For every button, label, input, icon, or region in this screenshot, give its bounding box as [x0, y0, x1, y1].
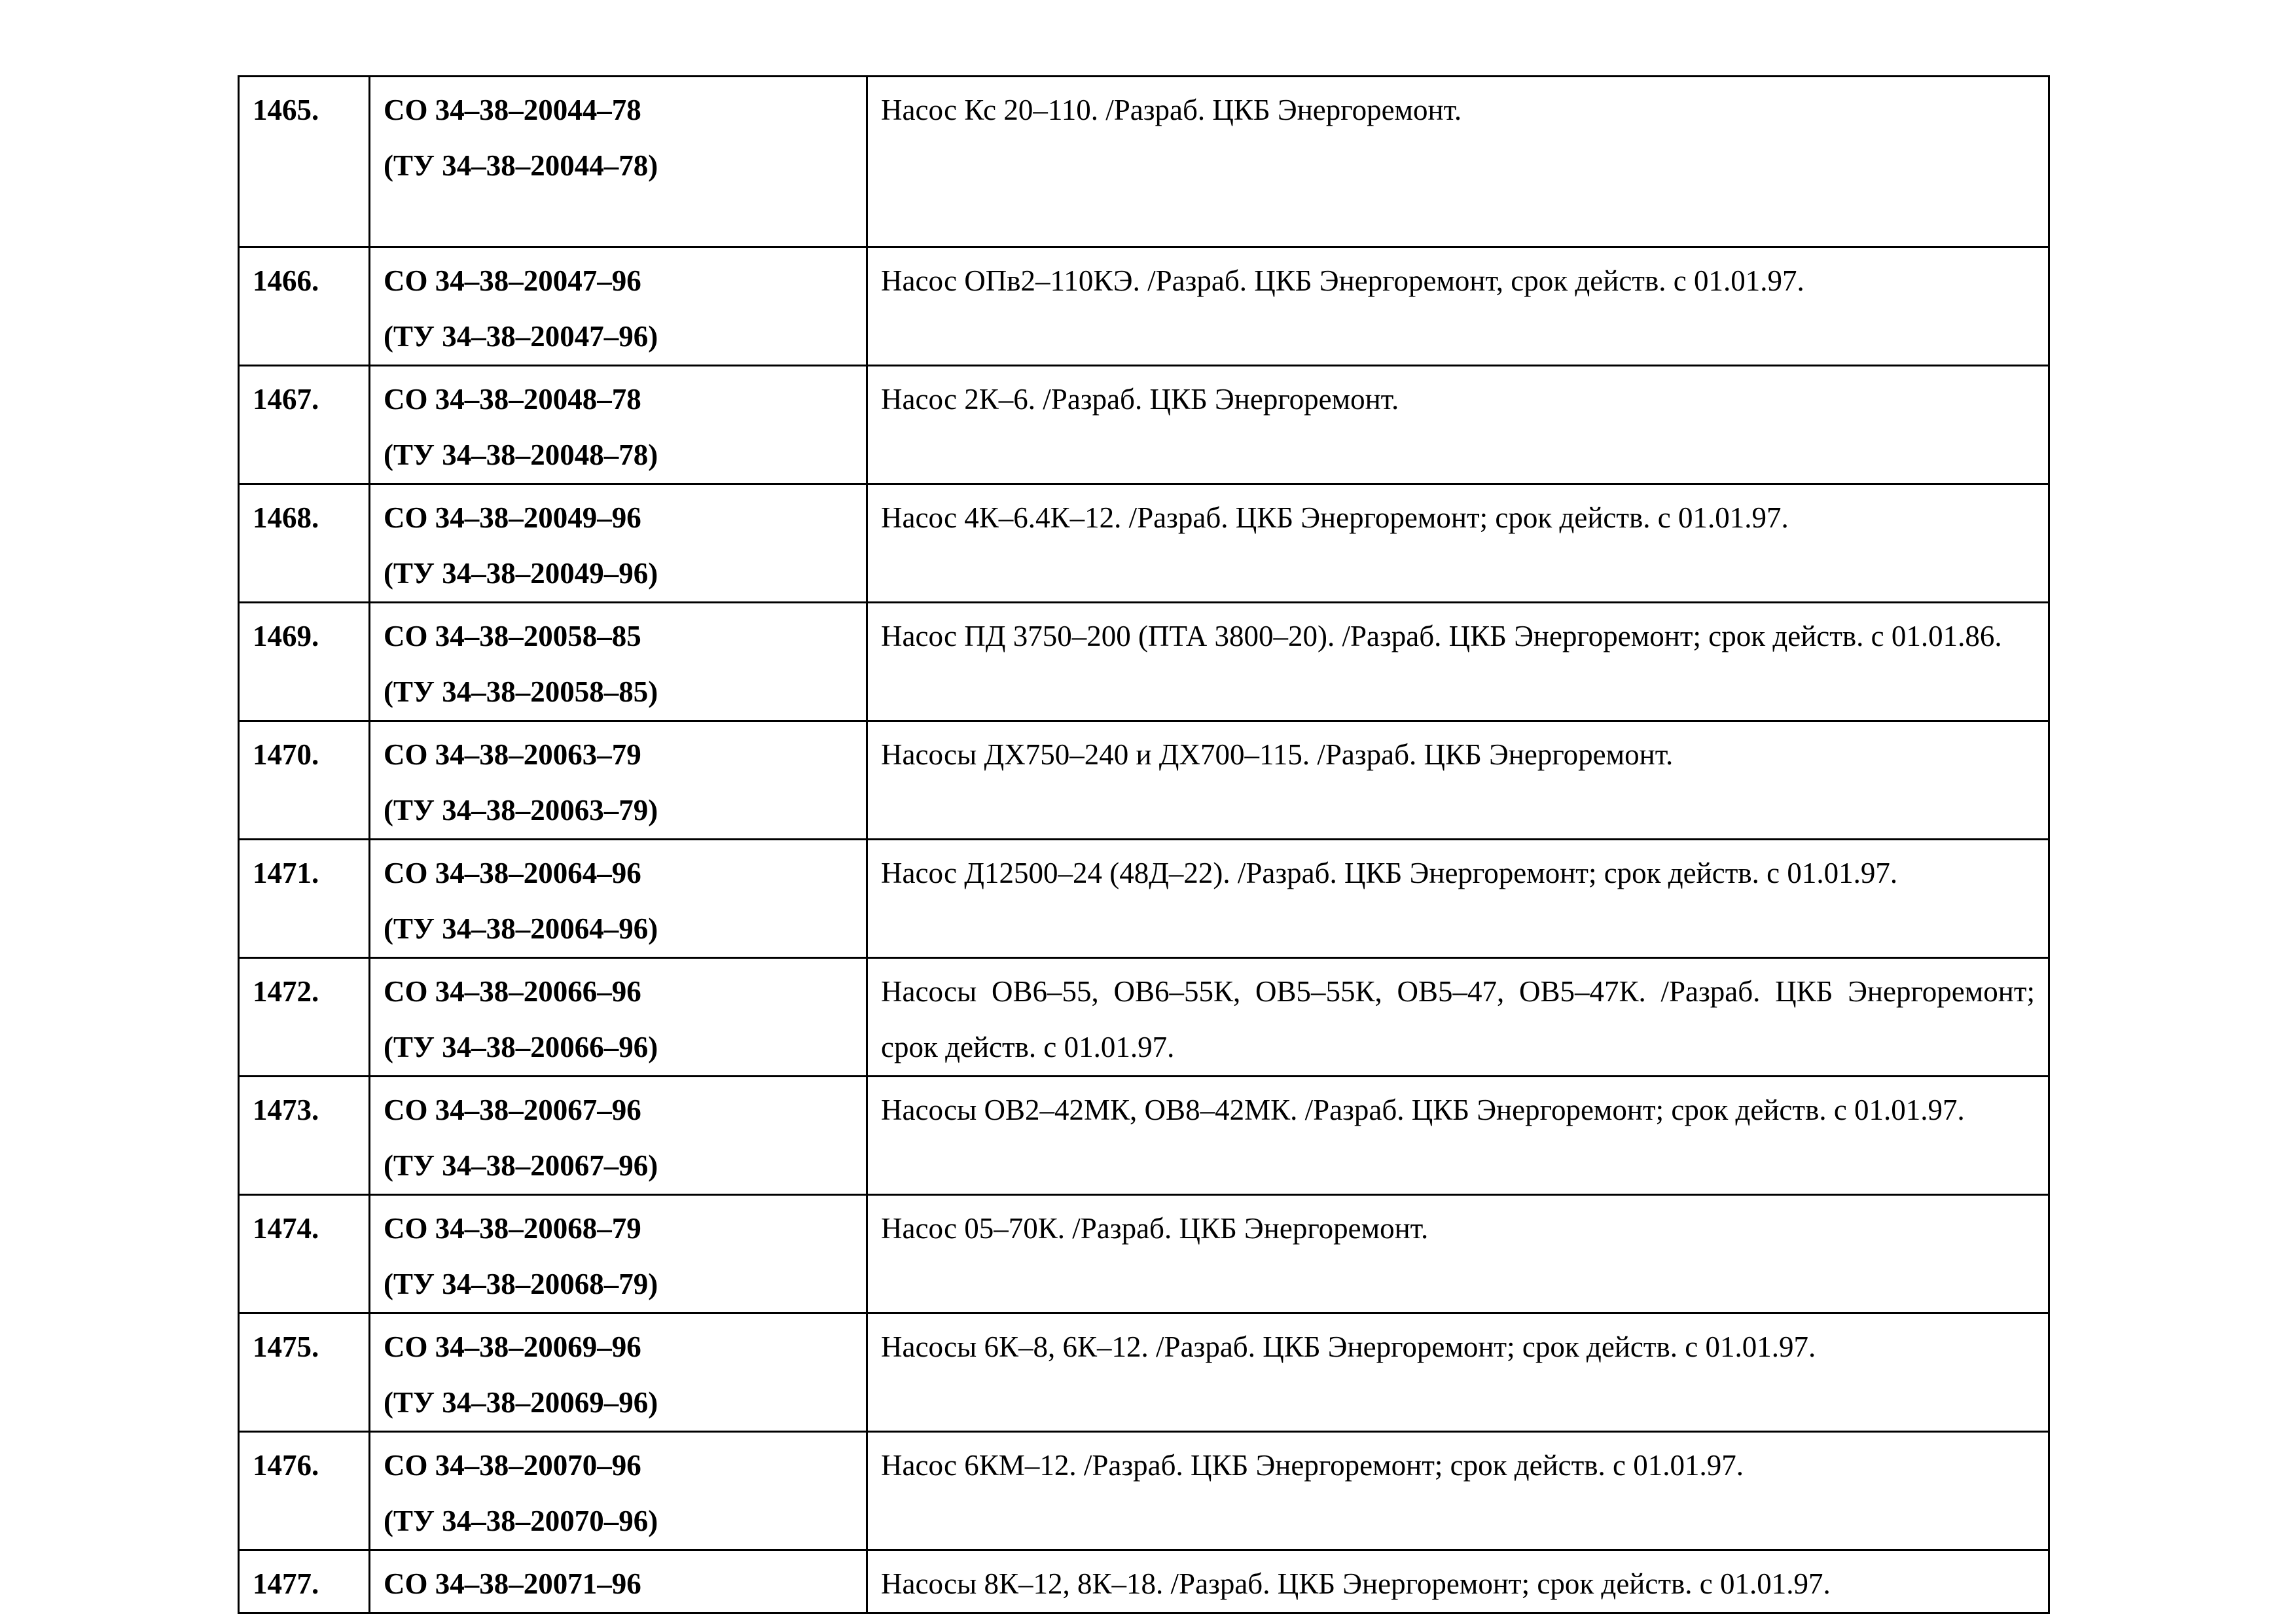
standard-code-cell	[370, 1195, 867, 1313]
tu-code: (ТУ 34–38–20067–96)	[384, 1149, 658, 1182]
standard-code: СО 34–38–20048–78	[384, 383, 641, 416]
standard-code: СО 34–38–20066–96	[384, 975, 641, 1008]
standard-code-cell	[370, 366, 867, 484]
standard-code-cell	[370, 247, 867, 366]
tu-code: (ТУ 34–38–20047–96)	[384, 320, 658, 353]
row-number: 1468.	[239, 484, 370, 603]
table-row	[239, 77, 2049, 247]
standard-code: СО 34–38–20069–96	[384, 1330, 641, 1363]
description: Насосы ДХ750–240 и ДХ700–115. /Разраб. ЦКБ Энергоремонт.	[867, 721, 2049, 840]
standard-code: СО 34–38–20067–96	[384, 1094, 641, 1126]
table-row	[239, 1550, 2049, 1613]
table-row	[239, 484, 2049, 603]
description: Насос ПД 3750–200 (ПТА 3800–20). /Разраб. ЦКБ Энергоремонт; срок действ. с 01.01.86.	[867, 603, 2049, 721]
table-row	[239, 1077, 2049, 1195]
standard-code-cell	[370, 484, 867, 603]
row-number: 1475.	[239, 1313, 370, 1432]
row-number: 1476.	[239, 1432, 370, 1550]
standard-code: СО 34–38–20063–79	[384, 738, 641, 771]
row-number: 1471.	[239, 840, 370, 958]
table-row	[239, 1432, 2049, 1550]
table-row	[239, 366, 2049, 484]
standard-code: СО 34–38–20044–78	[384, 94, 641, 126]
standard-code-cell	[370, 77, 867, 247]
standard-code-cell	[370, 958, 867, 1077]
standard-code-cell	[370, 1432, 867, 1550]
description: Насос 2К–6. /Разраб. ЦКБ Энергоремонт.	[867, 366, 2049, 484]
row-number: 1470.	[239, 721, 370, 840]
table-row	[239, 721, 2049, 840]
standard-code: СО 34–38–20064–96	[384, 857, 641, 889]
tu-code: (ТУ 34–38–20064–96)	[384, 912, 658, 945]
standard-code-cell	[370, 603, 867, 721]
row-number: 1472.	[239, 958, 370, 1077]
table-row	[239, 247, 2049, 366]
description: Насос Кс 20–110. /Разраб. ЦКБ Энергоремонт.	[867, 77, 2049, 247]
description: Насос 05–70К. /Разраб. ЦКБ Энергоремонт.	[867, 1195, 2049, 1313]
tu-code: (ТУ 34–38–20044–78)	[384, 149, 658, 182]
description: Насосы 8К–12, 8К–18. /Разраб. ЦКБ Энергоремонт; срок действ. с 01.01.97.	[867, 1550, 2049, 1613]
standard-code-cell	[370, 840, 867, 958]
standards-table	[238, 75, 2050, 1614]
standard-code: СО 34–38–20071–96	[384, 1567, 641, 1600]
tu-code: (ТУ 34–38–20063–79)	[384, 794, 658, 827]
tu-code: (ТУ 34–38–20068–79)	[384, 1268, 658, 1300]
description: Насосы 6К–8, 6К–12. /Разраб. ЦКБ Энергоремонт; срок действ. с 01.01.97.	[867, 1313, 2049, 1432]
description: Насосы ОВ6–55, ОВ6–55К, ОВ5–55К, ОВ5–47, ОВ5–47К. /Разраб. ЦКБ Энергоремонт; срок действ. с 01.01.97.	[867, 958, 2049, 1077]
standard-code-cell	[370, 1313, 867, 1432]
standard-code: СО 34–38–20070–96	[384, 1449, 641, 1482]
tu-code: (ТУ 34–38–20058–85)	[384, 675, 658, 708]
tu-code: (ТУ 34–38–20069–96)	[384, 1386, 658, 1419]
row-number: 1477.	[239, 1550, 370, 1613]
standard-code-cell	[370, 1550, 867, 1613]
row-number: 1473.	[239, 1077, 370, 1195]
standard-code-cell	[370, 1077, 867, 1195]
standard-code: СО 34–38–20047–96	[384, 264, 641, 297]
row-number: 1466.	[239, 247, 370, 366]
table-row	[239, 840, 2049, 958]
description: Насос 6КМ–12. /Разраб. ЦКБ Энергоремонт; срок действ. с 01.01.97.	[867, 1432, 2049, 1550]
tu-code: (ТУ 34–38–20070–96)	[384, 1505, 658, 1537]
table-row	[239, 958, 2049, 1077]
row-number: 1465.	[239, 77, 370, 247]
row-number: 1469.	[239, 603, 370, 721]
standard-code-cell	[370, 721, 867, 840]
tu-code: (ТУ 34–38–20066–96)	[384, 1031, 658, 1063]
table-row	[239, 1195, 2049, 1313]
description: Насос Д12500–24 (48Д–22). /Разраб. ЦКБ Энергоремонт; срок действ. с 01.01.97.	[867, 840, 2049, 958]
tu-code: (ТУ 34–38–20048–78)	[384, 438, 658, 471]
description: Насосы ОВ2–42МК, ОВ8–42МК. /Разраб. ЦКБ Энергоремонт; срок действ. с 01.01.97.	[867, 1077, 2049, 1195]
standard-code: СО 34–38–20068–79	[384, 1212, 641, 1245]
row-number: 1474.	[239, 1195, 370, 1313]
standard-code: СО 34–38–20058–85	[384, 620, 641, 652]
row-number: 1467.	[239, 366, 370, 484]
description: Насос ОПв2–110КЭ. /Разраб. ЦКБ Энергоремонт, срок действ. с 01.01.97.	[867, 247, 2049, 366]
table-row	[239, 603, 2049, 721]
description: Насос 4К–6.4К–12. /Разраб. ЦКБ Энергоремонт; срок действ. с 01.01.97.	[867, 484, 2049, 603]
standard-code: СО 34–38–20049–96	[384, 501, 641, 534]
table-row	[239, 1313, 2049, 1432]
tu-code: (ТУ 34–38–20049–96)	[384, 557, 658, 590]
